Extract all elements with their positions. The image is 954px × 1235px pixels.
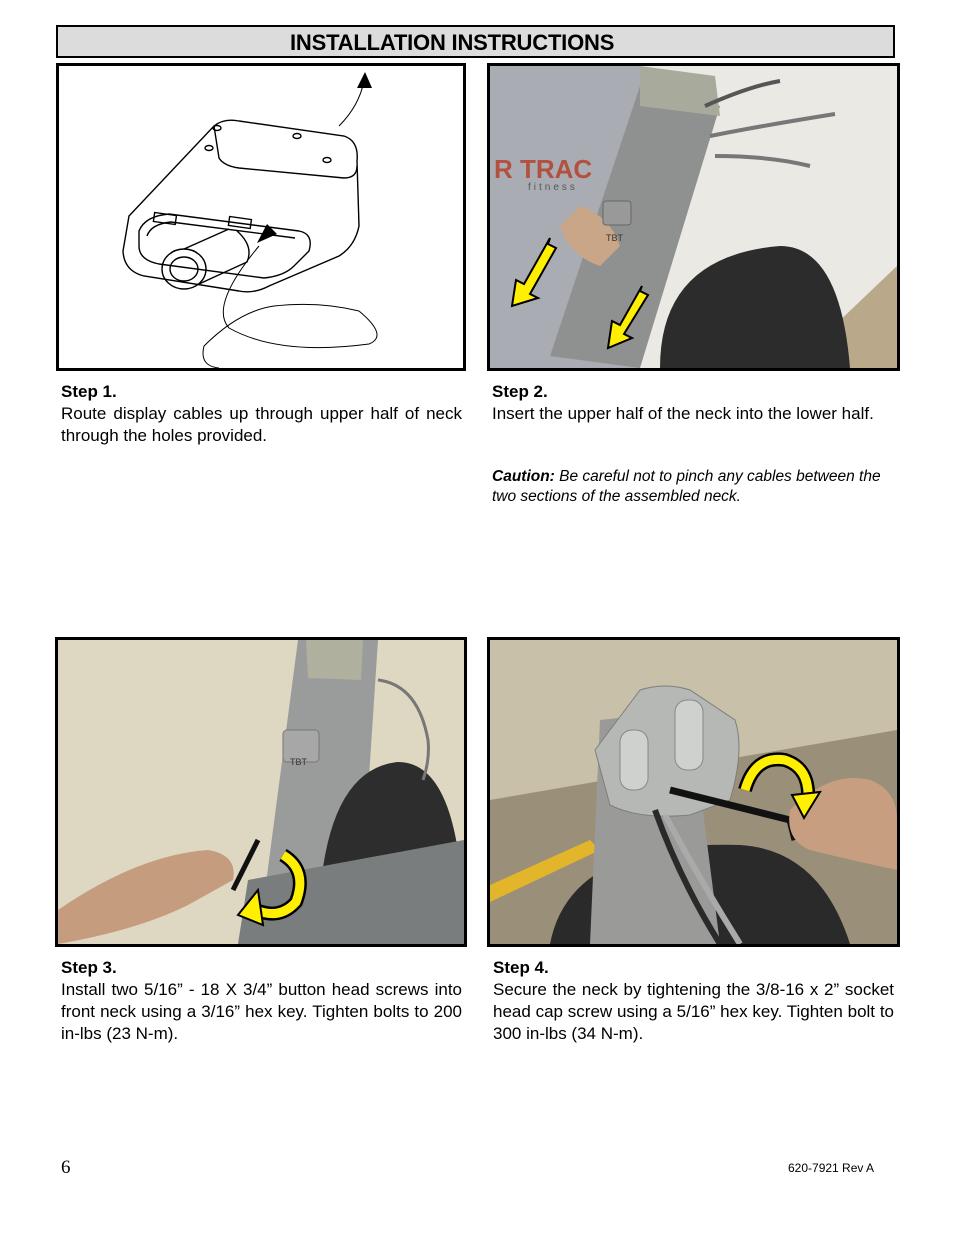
step4-photo [487, 637, 900, 947]
shirt-sub-text: fitness [528, 182, 578, 193]
step-2-heading: Step 2. [492, 382, 548, 401]
page-title: INSTALLATION INSTRUCTIONS [290, 30, 615, 55]
badge-text: TBT [606, 233, 623, 243]
step-1-heading: Step 1. [61, 382, 117, 401]
caution-text: Be careful not to pinch any cables between the two sections of the assembled neck. [492, 468, 881, 505]
step-4-body: Secure the neck by tightening the 3/8-16 x 2” socket head cap screw using a 5/16” hex key. Tighten bolt to 300 in-lbs (34 N-m). [493, 980, 894, 1043]
page-title-bar [56, 25, 895, 58]
step3-photo [55, 637, 467, 947]
step-1-body: Route display cables up through upper half of neck through the holes provided. [61, 404, 462, 445]
step-2-body: Insert the upper half of the neck into the lower half. [492, 404, 874, 423]
step-4-text [493, 957, 894, 1045]
badge-text: TBT [290, 757, 307, 767]
step1-illustration [56, 63, 466, 371]
caution-label: Caution: [492, 468, 555, 485]
step2-photo [487, 63, 900, 371]
step-3-heading: Step 3. [61, 958, 117, 977]
shirt-logo-text: R TRAC [494, 154, 593, 184]
step-3-body: Install two 5/16” - 18 X 3/4” button head screws into front neck using a 3/16” hex key. Tighten bolts to 200 in-lbs (23 N-m). [61, 980, 462, 1043]
step-1-text [61, 381, 462, 447]
step-3-text [61, 957, 462, 1045]
caution-note [492, 467, 902, 507]
document-id: 620-7921 Rev A [788, 1161, 875, 1175]
page-number: 6 [61, 1157, 71, 1178]
step-2-text [492, 381, 893, 425]
step-4-heading: Step 4. [493, 958, 549, 977]
